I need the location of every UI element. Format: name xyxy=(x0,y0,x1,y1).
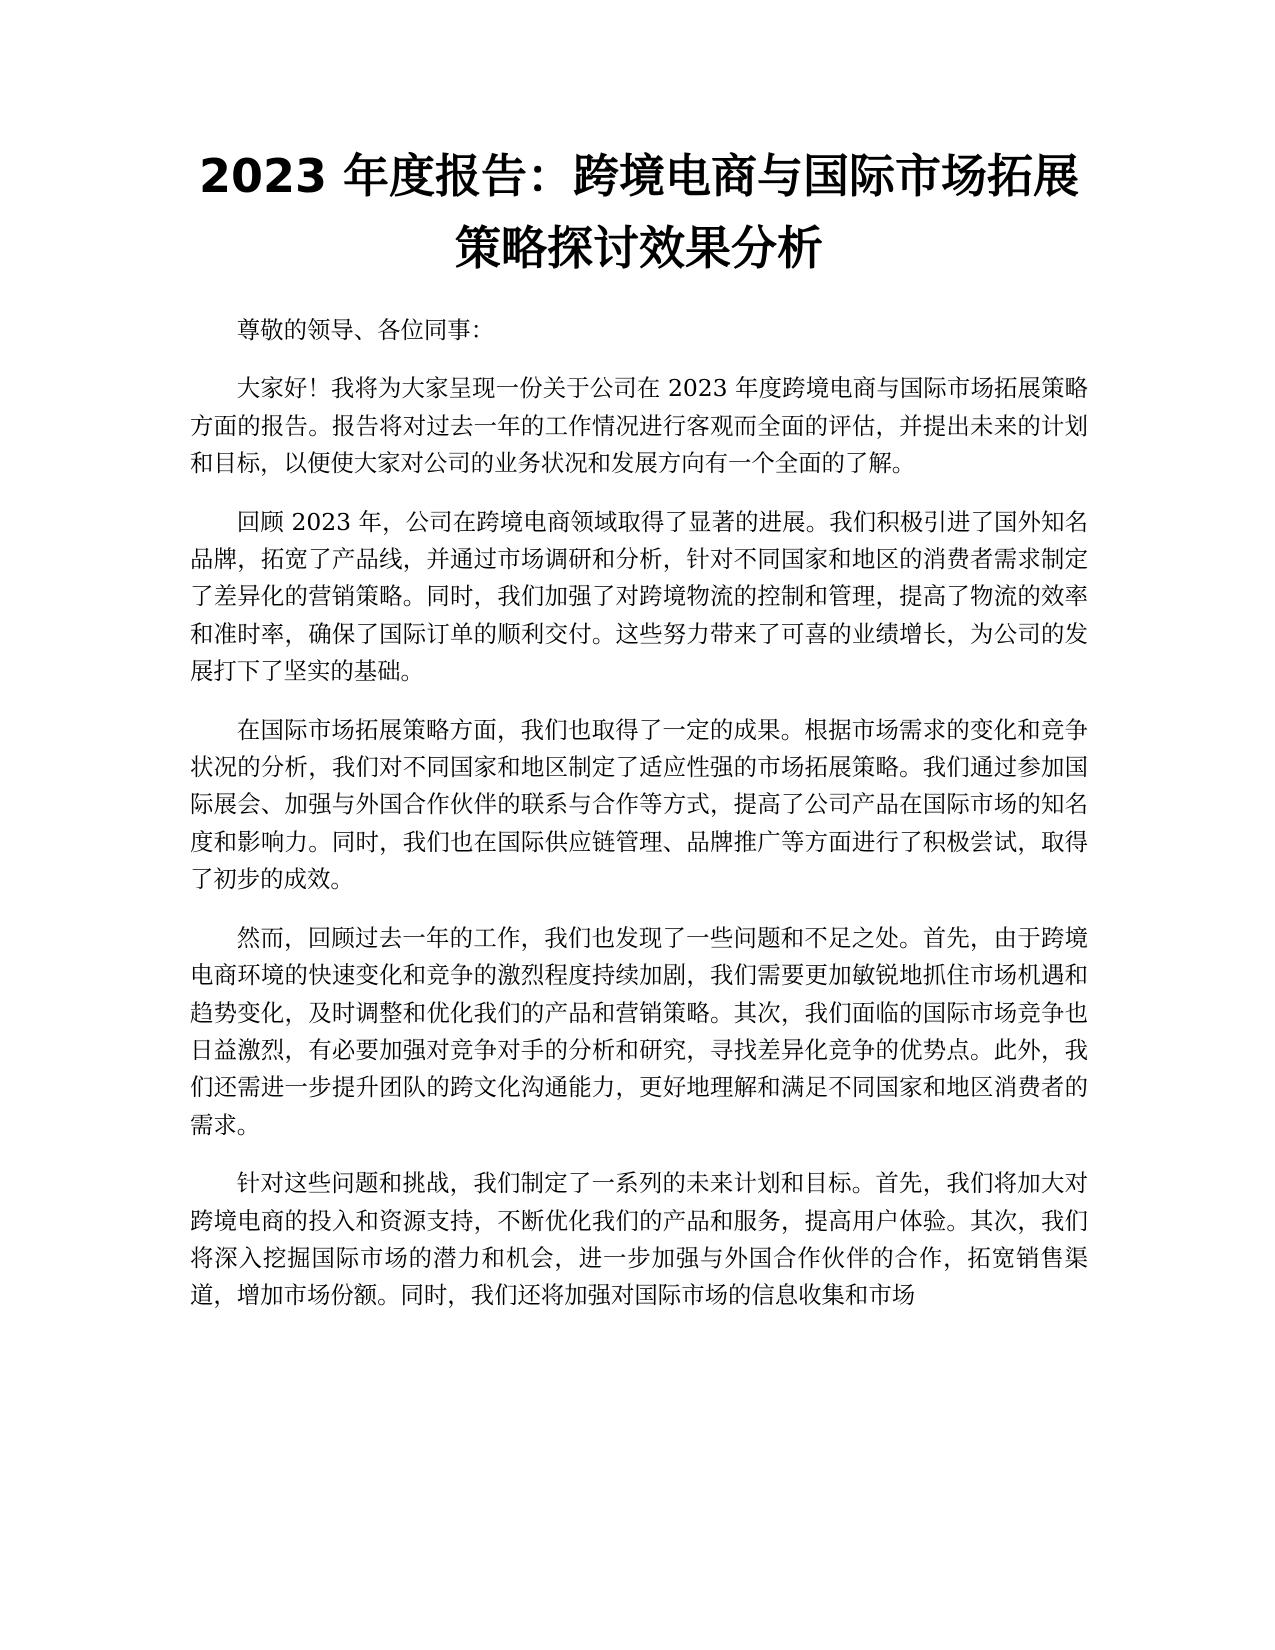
document-body xyxy=(190,140,1088,1336)
paragraph-future-plans: 针对这些问题和挑战，我们制定了一系列的未来计划和目标。首先，我们将加大对跨境电商的投入和资源支持，不断优化我们的产品和服务，提高用户体验。其次，我们将深入挖掘国际市场的潜力和机会，进一步加强与外国合作伙伴的合作，拓宽销售渠道，增加市场份额。同时，我们还将加强对国际市场的信息收集和市场 xyxy=(190,1169,1088,1310)
paragraph-review: 回顾 2023 年，公司在跨境电商领域取得了显著的进展。我们积极引进了国外知名品牌，拓宽了产品线，并通过市场调研和分析，针对不同国家和地区的消费者需求制定了差异化的营销策略。同时，我们加强了对跨境物流的控制和管理，提高了物流的效率和准时率，确保了国际订单的顺利交付。这些努力带来了可喜的业绩增长，为公司的发展打下了坚实的基础。 xyxy=(190,507,1088,686)
paragraph-problems: 然而，回顾过去一年的工作，我们也发现了一些问题和不足之处。首先，由于跨境电商环境的快速变化和竞争的激烈程度持续加剧，我们需要更加敏锐地抓住市场机遇和趋势变化，及时调整和优化我们的产品和营销策略。其次，我们面临的国际市场竞争也日益激烈，有必要加强对竞争对手的分析和研究，寻找差异化竞争的优势点。此外，我们还需进一步提升团队的跨文化沟通能力，更好地理解和满足不同国家和地区消费者的需求。 xyxy=(190,923,1088,1139)
paragraph-market-strategy: 在国际市场拓展策略方面，我们也取得了一定的成果。根据市场需求的变化和竞争状况的分析，我们对不同国家和地区制定了适应性强的市场拓展策略。我们通过参加国际展会、加强与外国合作伙伴的联系与合作等方式，提高了公司产品在国际市场的知名度和影响力。同时，我们也在国际供应链管理、品牌推广等方面进行了积极尝试，取得了初步的成效。 xyxy=(190,715,1088,894)
paragraph-intro: 大家好！我将为大家呈现一份关于公司在 2023 年度跨境电商与国际市场拓展策略方面的报告。报告将对过去一年的工作情况进行客观而全面的评估，并提出未来的计划和目标，以便使大家对公司的业务状况和发展方向有一个全面的了解。 xyxy=(190,374,1088,478)
salutation: 尊敬的领导、各位同事： xyxy=(236,316,495,344)
document-title: 2023 年度报告：跨境电商与国际市场拓展策略探讨效果分析 xyxy=(198,149,1080,275)
